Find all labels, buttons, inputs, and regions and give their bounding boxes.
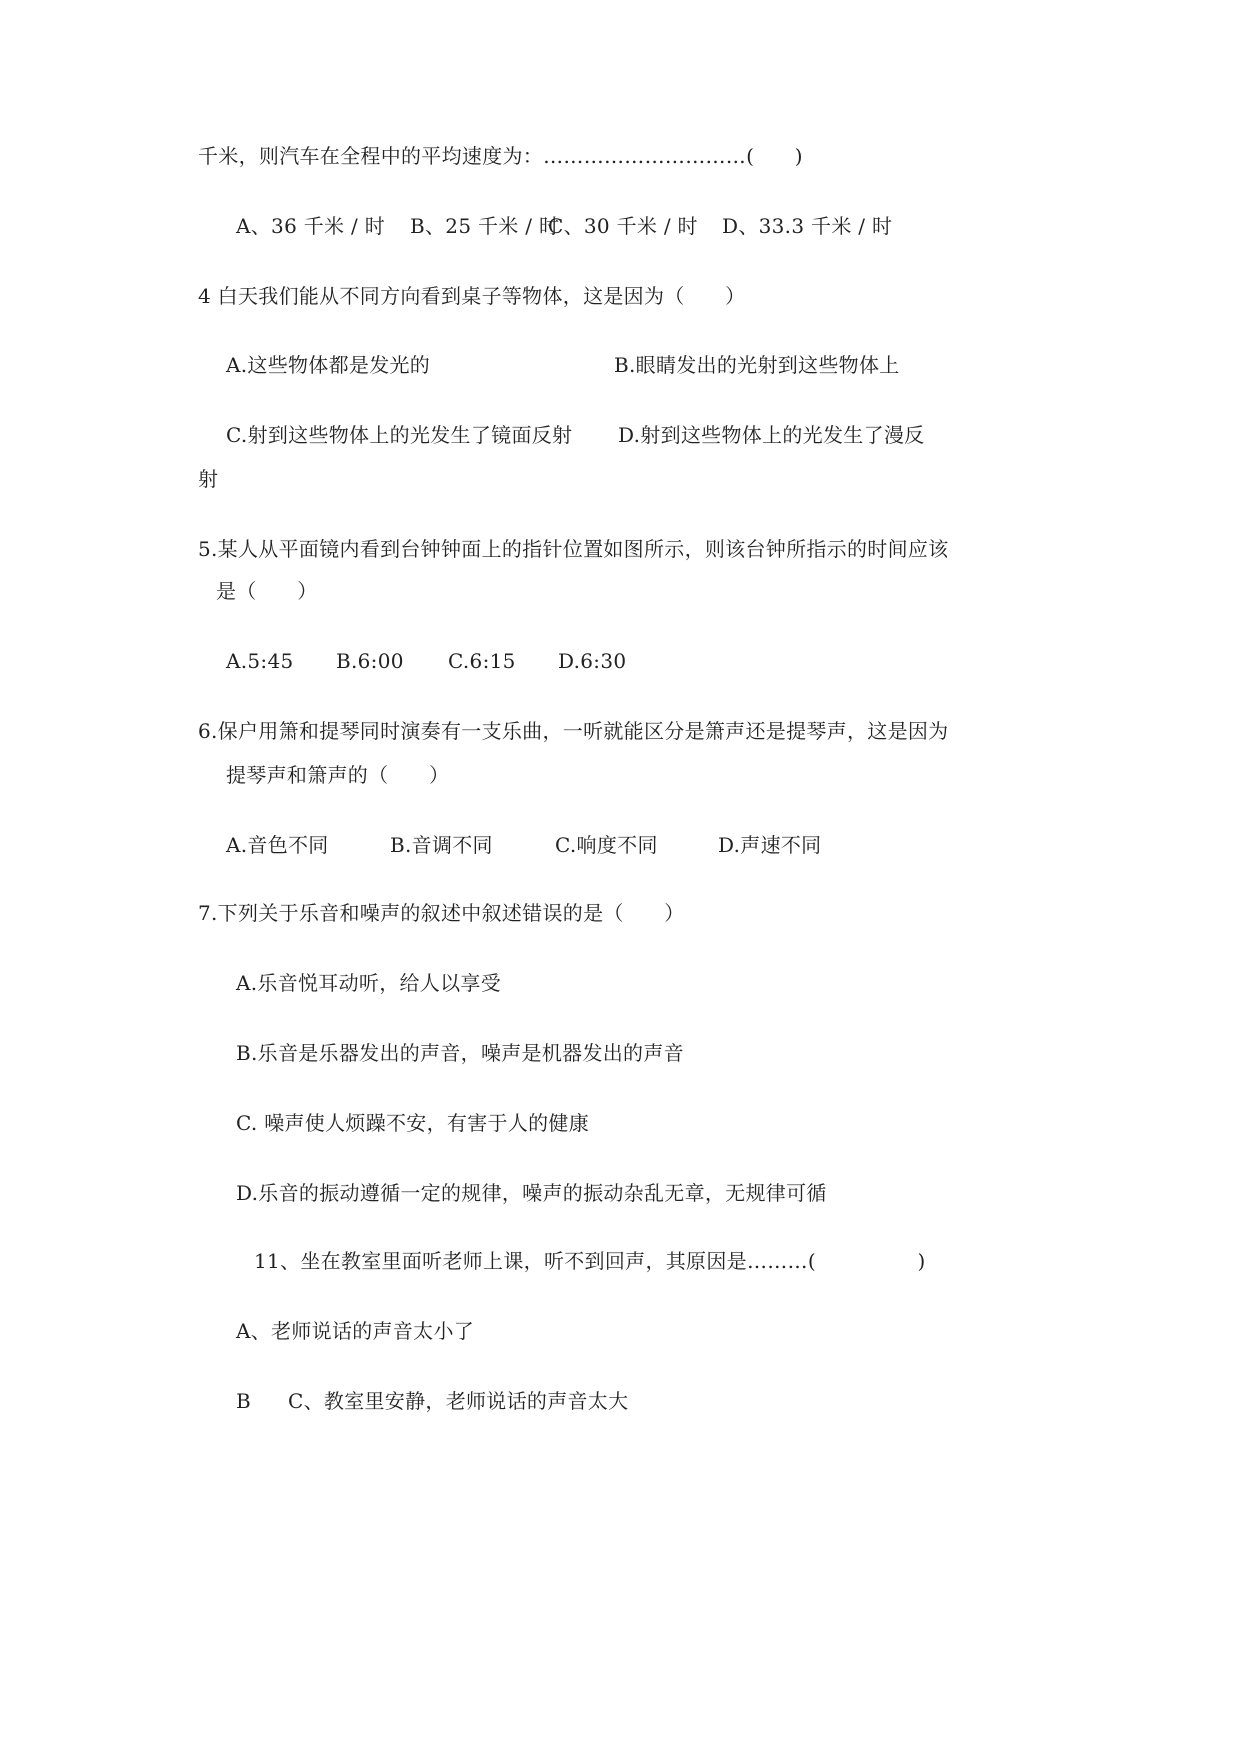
q11-option-a: A、老师说话的声音太小了	[236, 1319, 475, 1343]
q11-option-b: B	[236, 1389, 251, 1413]
q7-option-c: C. 噪声使人烦躁不安，有害于人的健康	[236, 1111, 590, 1135]
q5-stem-line1: 5.某人从平面镜内看到台钟钟面上的指针位置如图所示，则该台钟所指示的时间应该	[198, 537, 949, 561]
q3-stem-tail: 千米，则汽车在全程中的平均速度为：…………………………( )	[198, 144, 803, 168]
q4-stem: 4 白天我们能从不同方向看到桌子等物体，这是因为（ ）	[198, 284, 746, 308]
q3-option-a: A、36 千米 / 时	[236, 214, 386, 238]
q4-option-c: C.射到这些物体上的光发生了镜面反射	[226, 423, 573, 447]
q4-option-d-wrap: 射	[198, 467, 219, 491]
q4-option-a: A.这些物体都是发光的	[226, 353, 431, 377]
q11-stem: 11、坐在教室里面听老师上课，听不到回声，其原因是………( )	[254, 1249, 926, 1273]
q3-option-b: B、25 千米 / 时	[410, 214, 560, 238]
q6-option-a: A.音色不同	[226, 833, 329, 857]
q7-stem: 7.下列关于乐音和噪声的叙述中叙述错误的是（ ）	[198, 901, 685, 925]
q5-option-b: B.6:00	[336, 649, 404, 673]
q4-option-d: D.射到这些物体上的光发生了漫反	[618, 423, 925, 447]
q4-option-b: B.眼睛发出的光射到这些物体上	[614, 353, 900, 377]
q6-stem-line1: 6.保户用箫和提琴同时演奏有一支乐曲，一听就能区分是箫声还是提琴声，这是因为	[198, 719, 949, 743]
q5-option-a: A.5:45	[226, 649, 294, 673]
q6-option-d: D.声速不同	[718, 833, 822, 857]
q11-option-c: C、教室里安静，老师说话的声音太大	[288, 1389, 629, 1413]
q5-option-c: C.6:15	[448, 649, 516, 673]
q6-stem-line2: 提琴声和箫声的（ ）	[226, 763, 450, 787]
q6-option-b: B.音调不同	[390, 833, 493, 857]
q7-option-d: D.乐音的振动遵循一定的规律，噪声的振动杂乱无章，无规律可循	[236, 1181, 827, 1205]
q3-option-d: D、33.3 千米 / 时	[722, 214, 893, 238]
q5-stem-line2: 是（ ）	[216, 579, 318, 603]
q6-option-c: C.响度不同	[555, 833, 658, 857]
q5-option-d: D.6:30	[558, 649, 627, 673]
q7-option-a: A.乐音悦耳动听，给人以享受	[236, 971, 502, 995]
q3-option-c: C、30 千米 / 时	[548, 214, 698, 238]
q7-option-b: B.乐音是乐器发出的声音，噪声是机器发出的声音	[236, 1041, 684, 1065]
